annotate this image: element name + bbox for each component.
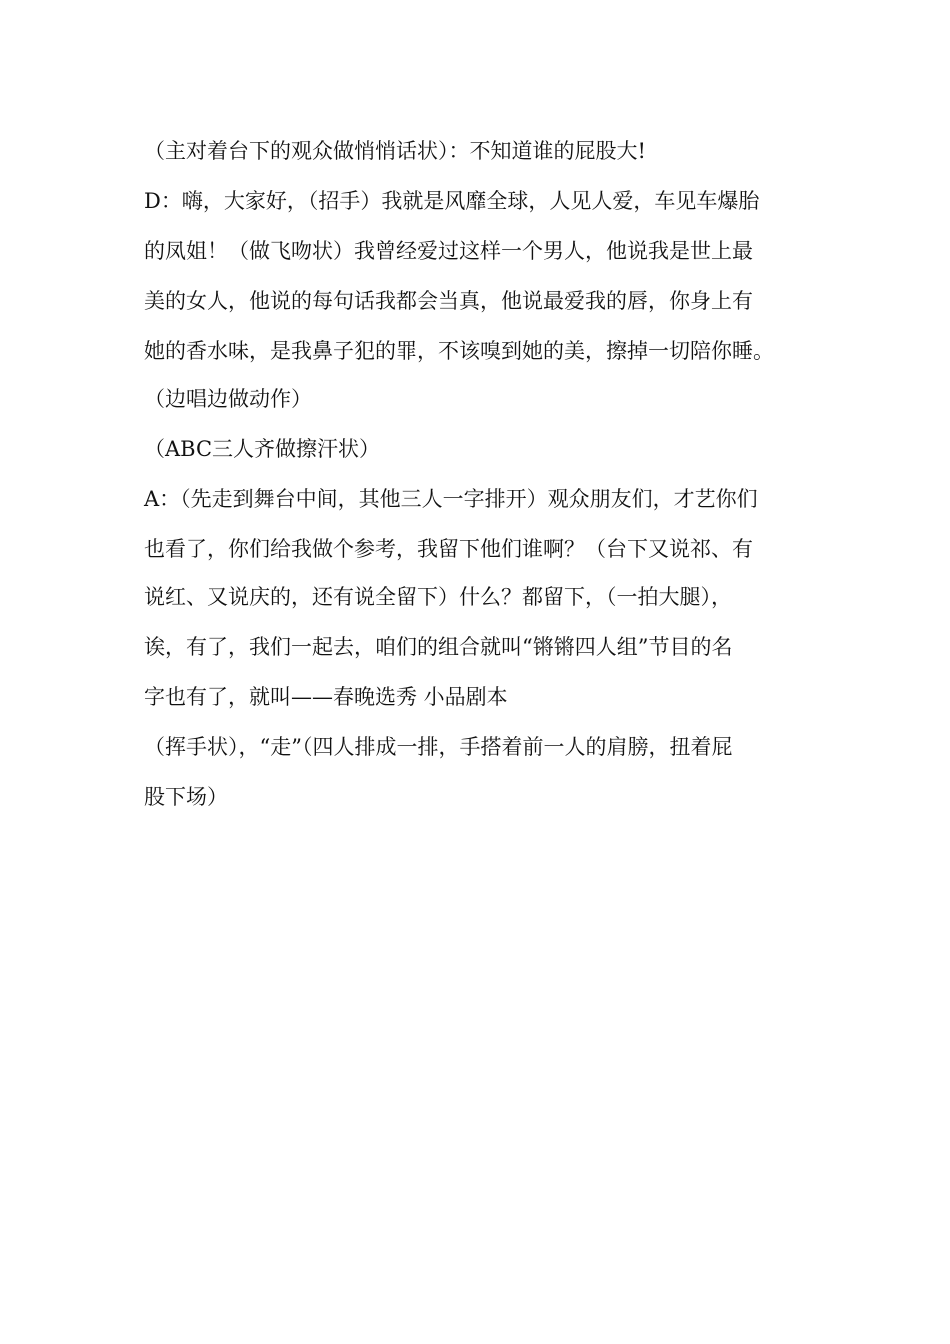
text-line: 她的香水味，是我鼻子犯的罪，不该嗅到她的美，擦掉一切陪你睡。 — [144, 339, 774, 363]
text-line: （ABC三人齐做擦汗状） — [144, 437, 381, 461]
text-line: 字也有了，就叫——春晚选秀 小品剧本 — [144, 685, 508, 709]
text-line: （主对着台下的观众做悄悄话状）：不知道谁的屁股大! — [144, 139, 646, 163]
text-line: A：（先走到舞台中间，其他三人一字排开）观众朋友们，才艺你们 — [144, 487, 758, 511]
text-line: 诶，有了，我们一起去，咱们的组合就叫“锵锵四人组”节目的名 — [144, 635, 733, 659]
text-line: （边唱边做动作） — [144, 387, 312, 411]
text-line: 说红、又说庆的，还有说全留下）什么？都留下，（一拍大腿）， — [144, 585, 732, 609]
text-line: 的凤姐！（做飞吻状）我曾经爱过这样一个男人，他说我是世上最 — [144, 239, 753, 263]
text-line: 股下场） — [144, 785, 228, 809]
text-line: D：嗨，大家好，（招手）我就是风靡全球，人见人爱，车见车爆胎 — [144, 189, 760, 213]
text-line: 美的女人，他说的每句话我都会当真，他说最爱我的唇，你身上有 — [144, 289, 753, 313]
text-line: 也看了，你们给我做个参考，我留下他们谁啊？（台下又说祁、有 — [144, 537, 753, 561]
text-line: （挥手状），“走”（四人排成一排，手搭着前一人的肩膀，扭着屁 — [144, 735, 733, 759]
